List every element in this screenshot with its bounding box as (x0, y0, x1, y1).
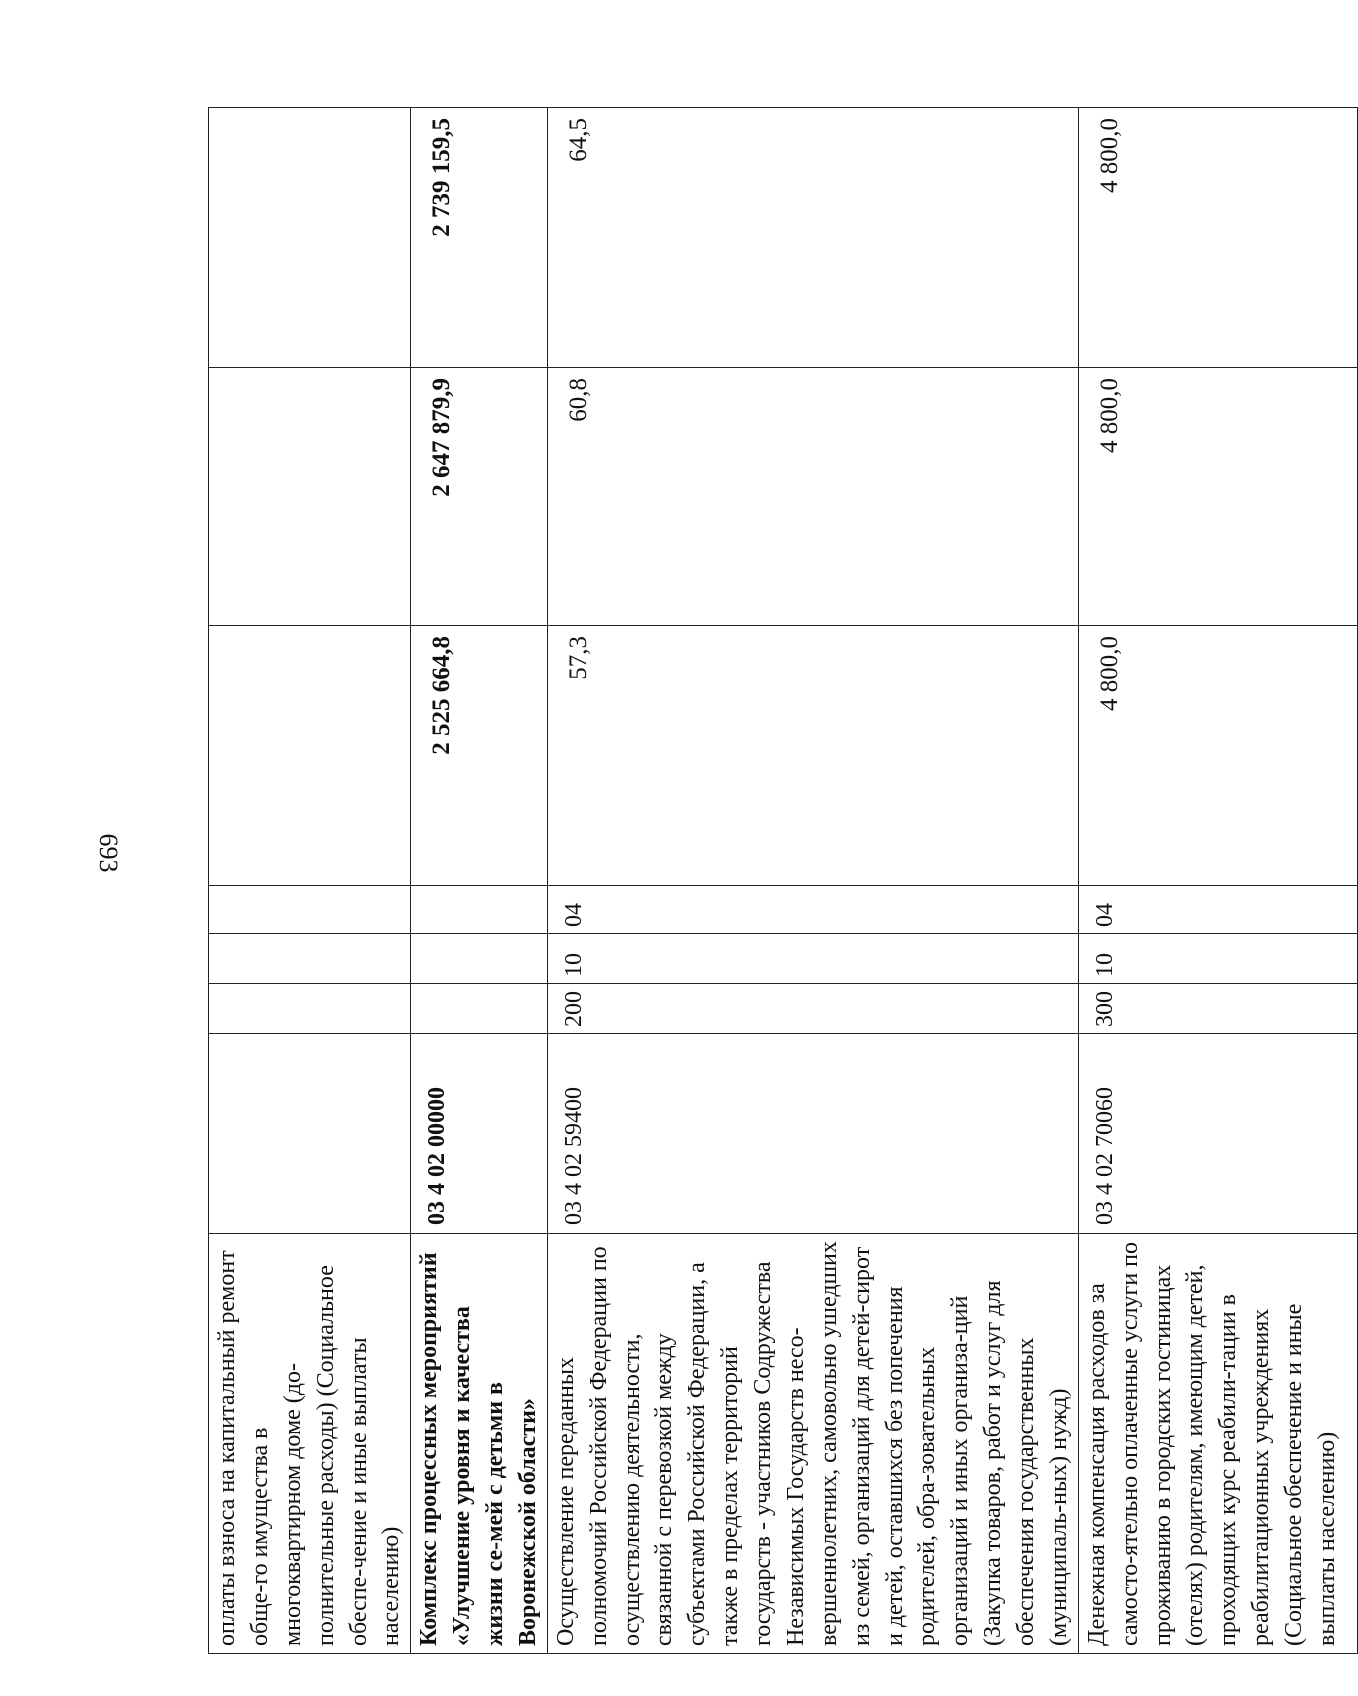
budget-table (208, 107, 1358, 1654)
row-value-1: 57,3 (547, 626, 1078, 886)
row-vr (209, 984, 411, 1034)
table-row (1078, 108, 1357, 1654)
row-value-3: 64,5 (547, 108, 1078, 368)
row-description: Комплекс процессных мероприятий «Улучшение уровня и качества жизни се-мей с детьми в Воронежской области» (411, 1234, 548, 1654)
row-value-3: 2 739 159,5 (411, 108, 548, 368)
budget-table-container (208, 108, 1340, 1654)
row-vr: 200 (547, 984, 1078, 1034)
row-rz (411, 934, 548, 984)
table-row (209, 108, 411, 1654)
row-vr (411, 984, 548, 1034)
table-row (547, 108, 1078, 1654)
row-description: Денежная компенсация расходов за самосто-ятельно оплаченные услуги по проживанию в городских гостиницах (отелях) родителям, имеющим детей, проходящих курс реабили-тации в реабилитационных учреждениях (Социальное обеспечение и иные выплаты населению) (1078, 1234, 1357, 1654)
row-rz: 10 (547, 934, 1078, 984)
row-description: оплаты взноса на капитальный ремонт обще-го имущества в многоквартирном доме (до-полнительные расходы) (Социальное обеспе-чение и иные выплаты населению) (209, 1234, 411, 1654)
row-value-2: 4 800,0 (1078, 368, 1357, 626)
row-description: Осуществление переданных полномочий Российской Федерации по осуществлению деятельности, связанной с перевозкой между субъектами Российской Федерации, а также в пределах территорий государств - участников Содружества Независимых Государств несо-вершеннолетних, самовольно ушедших из семей, организаций для детей-сирот и детей, оставшихся без попечения родителей, обра-зовательных организаций и иных организа-ций (Закупка товаров, работ и услуг для обеспечения государственных (муниципаль-ных) нужд) (547, 1234, 1078, 1654)
row-value-1: 2 525 664,8 (411, 626, 548, 886)
table-row (411, 108, 548, 1654)
row-code: 03 4 02 70060 (1078, 1034, 1357, 1234)
row-pr (411, 886, 548, 934)
row-rz (209, 934, 411, 984)
row-vr: 300 (1078, 984, 1357, 1034)
row-code: 03 4 02 59400 (547, 1034, 1078, 1234)
row-value-2 (209, 368, 411, 626)
row-value-1 (209, 626, 411, 886)
row-rz: 10 (1078, 934, 1357, 984)
row-code: 03 4 02 00000 (411, 1034, 548, 1234)
row-pr: 04 (1078, 886, 1357, 934)
row-code (209, 1034, 411, 1234)
row-value-3 (209, 108, 411, 368)
row-pr: 04 (547, 886, 1078, 934)
row-pr (209, 886, 411, 934)
row-value-2: 60,8 (547, 368, 1078, 626)
row-value-2: 2 647 879,9 (411, 368, 548, 626)
row-value-1: 4 800,0 (1078, 626, 1357, 886)
row-value-3: 4 800,0 (1078, 108, 1357, 368)
page-number: 693 (94, 833, 123, 873)
